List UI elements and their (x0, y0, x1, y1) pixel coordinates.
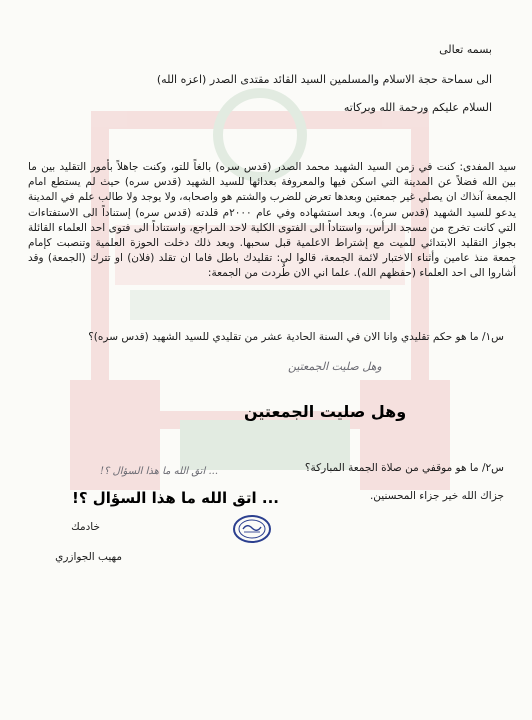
typed-answer-1: وهل صليت الجمعتين (244, 402, 407, 421)
closing-servant: خادمك (71, 521, 100, 533)
seal-stamp (232, 514, 272, 544)
letter-body-paragraph: سيد المفدى: كنت في زمن السيد الشهيد محمد الصدر (قدس سره) بالغاً للتو، وكنت جاهلاً بأمور التقليد بين ما بين الله فضلاً عن المدينة التي اسكن فيها والمعروفة بعدائها للسيد الشهيد (قدس سره) حيث لم يستطع امام الجمعة آنذاك ان يصلي غير جمعتين وبعدها تعرض للضرب والشتم هو واصحابه، ولا يوجد ولا طالب علم في المدينة يدعو للسيد الشهيد (قدس سره). وبعد استشهاده وفي عام ٢٠٠٠م قلدته (قدس سره) إستناداً الى الاستفتاءات التي كانت تخرج من مسجد الرأس، واستناداً الى الفتوى الكلية لاحد المراجع، واستناداً الى فتوى احد العلماء القائلة بجواز التقليد الابتدائي للميت مع إشتراط الاعلمية قبل سحبها. وبعد ذلك دخلت الحوزة العلمية وتنصبت كإمام جمعة منذ عامين وأثناء الاختبار لائمة الجمعة، قالوا لي: تقليدك باطل فاما ان تقلد (فلان) او تترك (الجمعة) وقد أشاروا الى احد العلماء (حفظهم الله). علما اني الان طُردت من الجمعة: (28, 161, 516, 280)
question-1: س١/ ما هو حكم تقليدي وانا الان في السنة الحادية عشر من تقليدي للسيد الشهيد (قدس سره)؟ (88, 331, 504, 343)
handwritten-answer-1: وهل صليت الجمعتين (288, 360, 382, 373)
closing-thanks: جزاك الله خير جزاء المحسنين. (369, 490, 504, 502)
typed-answer-2: ... اتق الله ما هذا السؤال ؟! (72, 489, 279, 507)
handwritten-answer-2: ... اتق الله ما هذا السؤال ؟! (100, 466, 218, 477)
sender-name: مهيب الجوازري (55, 551, 122, 563)
question-2: س٢/ ما هو موقفي من صلاة الجمعة المباركة؟ (304, 462, 504, 474)
basmala: بسمه تعالى (439, 43, 492, 56)
addressee-line: الى سماحة حجة الاسلام والمسلمين السيد القائد مقتدى الصدر (اعزه الله) (156, 73, 492, 86)
greeting-line: السلام عليكم ورحمة الله وبركاته (343, 101, 492, 114)
